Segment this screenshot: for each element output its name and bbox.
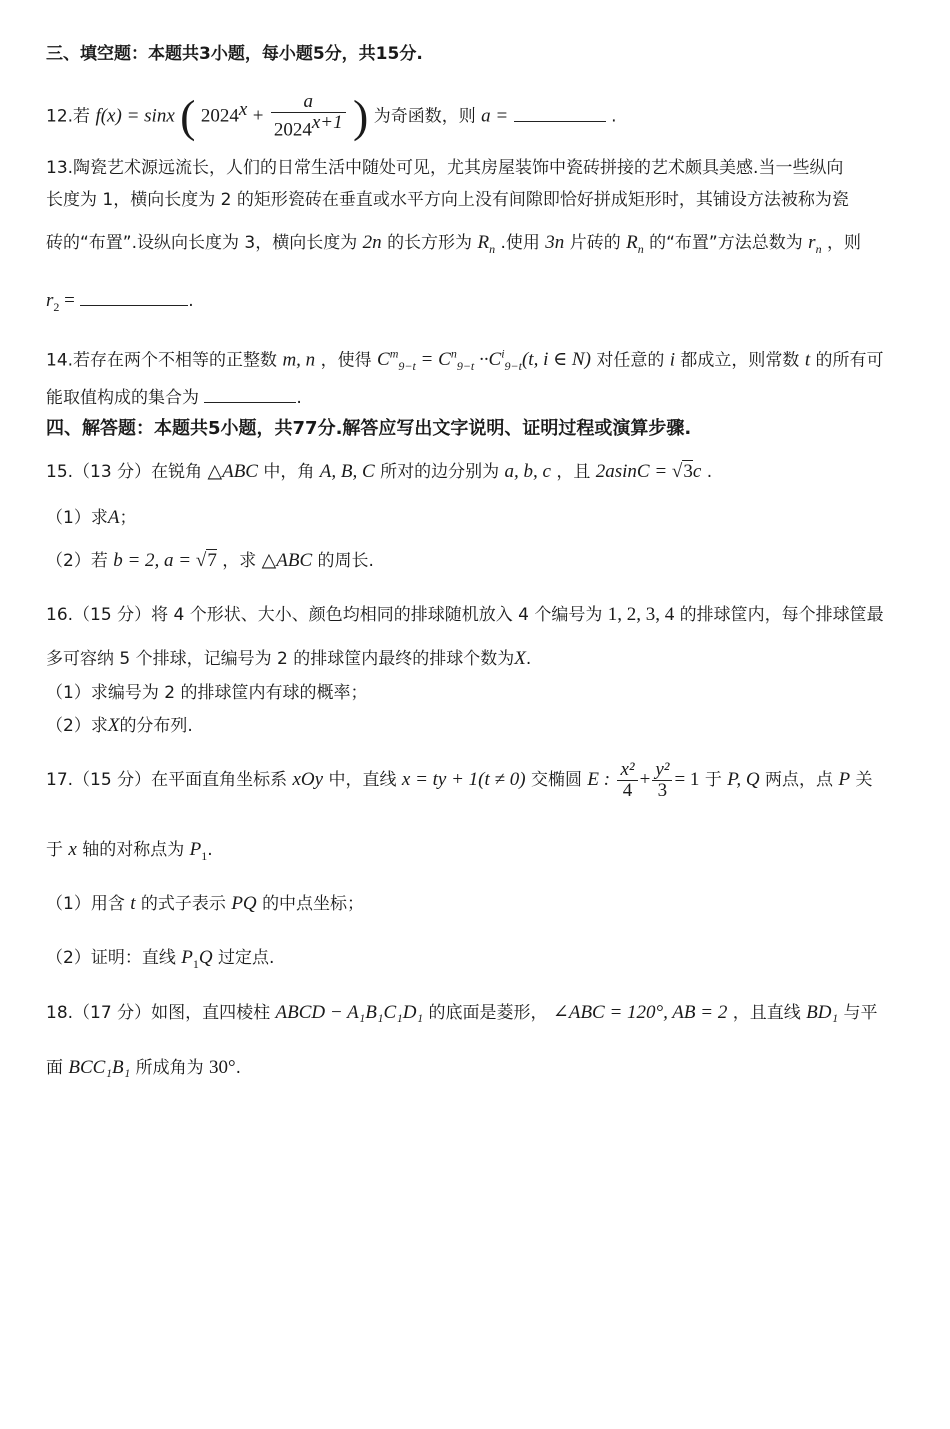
answer-blank [204, 386, 296, 403]
question-15-part-1: （1）求A； [46, 507, 137, 528]
question-17-part-1: （1）用含 t 的式子表示 PQ 的中点坐标； [46, 893, 365, 914]
question-18-line-2: 面 BCC₁B₁ 所成角为 30°. [46, 1057, 242, 1078]
question-16-part-1: （1）求编号为 2 的排球筐内有球的概率； [46, 683, 368, 703]
fraction: $\frac{\text{y²}}{3}$ [652, 760, 672, 801]
question-14-line-2: 能取值构成的集合为 . [46, 388, 302, 408]
question-13-line-3: 砖的“布置”.设纵向长度为 3，横向长度为 2n 的长方形为 $R_n$ .使用 3n 片砖的 $R_n$ 的“布置”方法总数为 $r_n$ ，则 [46, 232, 861, 256]
answer-blank [514, 105, 606, 122]
question-17-part-2: （2）证明：直线 $P_1Q$ 过定点. [46, 947, 275, 971]
question-16-line-2: 多可容纳 5 个排球，记编号为 2 的排球筐内最终的排球个数为X. [46, 648, 532, 669]
question-13-line-2: 长度为 1，横向长度为 2 的矩形瓷砖在垂直或水平方向上没有间隙即恰好拼成矩形时，其铺设方法被称为瓷 [46, 190, 849, 210]
question-13-line-1: 13.陶瓷艺术源远流长，人们的日常生活中随处可见，尤其房屋装饰中瓷砖拼接的艺术颇具美感.当一些纵向 [46, 158, 844, 178]
question-17-line-2: 于 x 轴的对称点为 $P_1$. [46, 839, 213, 863]
section-4-heading: 四、解答题：本题共5小题，共77分.解答应写出文字说明、证明过程或演算步骤. [46, 418, 692, 439]
question-15-part-2: （2）若 b = 2, a = √7 ，求 △ABC 的周长. [46, 550, 374, 571]
question-14-line-1: 14.若存在两个不相等的正整数 m, n ，使得 $C^m_{9-t} = C^n_{9-t} \cdot\cdot C^i_{9-t}(t$, i ∈ N) 对任意的 i 都成立，则常数 t 的所有可 [46, 347, 884, 374]
question-18-line-1: 18.（17 分）如图，直四棱柱 ABCD − A₁B₁C₁D₁ 的底面是菱形， ∠ABC = 120°, AB = 2 ，且直线 BD₁ 与平 [46, 1002, 878, 1023]
question-16-part-2: （2）求X的分布列. [46, 715, 193, 736]
question-17-line-1: 17.（15 分）在平面直角坐标系 xOy 中，直线 x = ty + 1(t ≠ 0) 交椭圆 E : $\frac{\text{x²}}{4}$ + $\frac{\text{y²}}{3}$ = 1 于 P, Q 两点，点 P 关 [46, 758, 873, 801]
fraction: $\frac{\text{x²}}{4}$ [617, 760, 637, 801]
question-16-line-1: 16.（15 分）将 4 个形状、大小、颜色均相同的排球随机放入 4 个编号为 1, 2, 3, 4 的排球筐内，每个排球筐最 [46, 604, 884, 625]
section-3-heading: 三、填空题：本题共3小题，每小题5分，共15分. [46, 44, 423, 64]
fraction: $\frac{a}{2024^{x+1}}$ [271, 92, 346, 140]
question-12: 12.若 f(x) = sinx ( 2024$^x$ + $\frac{a}{2024^{x+1}}$ ) 为奇函数，则 a = . [46, 90, 617, 142]
question-13-line-4: $r_2$ = . [46, 290, 194, 314]
question-15-stem: 15.（13 分）在锐角 △ABC 中，角 A, B, C 所对的边分别为 a, b, c ，且 2asinC = √3c . [46, 461, 713, 482]
combination-formula: $C^m_{9-t} = C^n_{9-t} \cdot\cdot C^i_{9-t}(t$, i ∈ N) [377, 347, 591, 374]
answer-blank [80, 289, 188, 306]
